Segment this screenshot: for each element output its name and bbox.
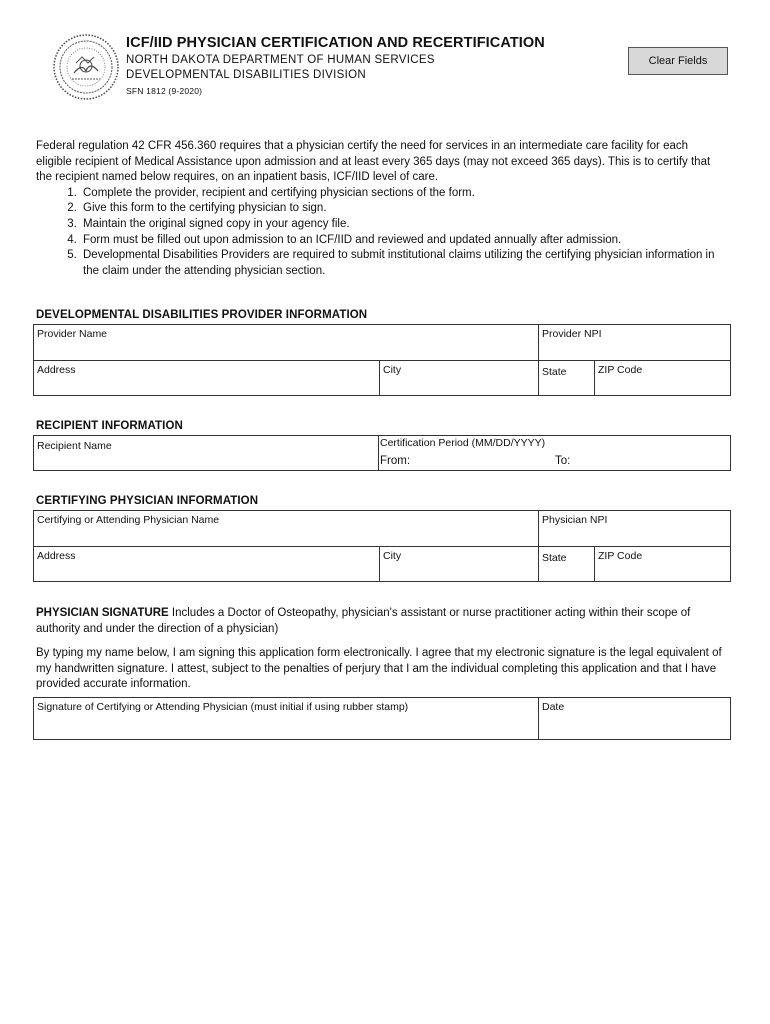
recipient-name-field[interactable] [34, 436, 379, 471]
recipient-table [33, 435, 731, 471]
state-seal-icon [52, 33, 120, 101]
provider-city-field[interactable] [380, 361, 539, 396]
to-date-input[interactable] [577, 453, 721, 469]
physician-table [33, 510, 731, 582]
signature-label: Signature of Certifying or Attending Physician (must initial if using rubber stamp) [37, 701, 409, 713]
provider-zip-field[interactable] [595, 361, 731, 396]
clear-fields-button[interactable]: Clear Fields [628, 47, 728, 75]
from-date-input[interactable] [417, 453, 551, 469]
provider-npi-label: Provider NPI [542, 328, 602, 340]
certification-period-label: Certification Period (MM/DD/YYYY) [380, 437, 546, 449]
provider-city-input[interactable] [383, 377, 535, 393]
provider-zip-label: ZIP Code [598, 364, 643, 376]
recipient-section-heading: RECIPIENT INFORMATION [36, 420, 183, 432]
signature-field[interactable] [34, 698, 539, 740]
from-label: From: [380, 455, 411, 467]
physician-address-label: Address [37, 550, 76, 562]
provider-npi-field[interactable] [539, 325, 731, 361]
provider-npi-input[interactable] [542, 342, 727, 358]
signature-section-heading: PHYSICIAN SIGNATURE [36, 607, 169, 619]
provider-name-label: Provider Name [37, 328, 108, 340]
recipient-name-label: Recipient Name [37, 440, 112, 452]
provider-state-field[interactable] [539, 361, 595, 396]
date-input[interactable] [542, 721, 727, 737]
physician-npi-label: Physician NPI [542, 514, 608, 526]
physician-section-heading: CERTIFYING PHYSICIAN INFORMATION [36, 495, 259, 507]
provider-zip-input[interactable] [598, 377, 727, 393]
physician-city-label: City [383, 550, 402, 562]
to-label: To: [555, 455, 571, 467]
physician-state-input[interactable] [542, 563, 591, 579]
physician-zip-field[interactable] [595, 547, 731, 582]
provider-city-label: City [383, 364, 402, 376]
provider-name-field[interactable] [34, 325, 539, 361]
physician-address-field[interactable] [34, 547, 380, 582]
physician-state-field[interactable] [539, 547, 595, 582]
instruction-item: 4. Form must be filled out upon admission to an ICF/IID and reviewed and updated annually after admission. [80, 233, 726, 249]
instruction-item: 3. Maintain the original signed copy in your agency file. [80, 217, 726, 233]
provider-table [33, 324, 731, 396]
attestation-text: By typing my name below, I am signing this application form electronically. I agree that my electronic signature is the legal equivalent of my handwritten signature. I attest, subject to the penalties of perjury that I am the individual completing this application and that I have provided accurate information. [36, 647, 722, 691]
signature-table [33, 697, 731, 740]
physician-zip-label: ZIP Code [598, 550, 643, 562]
recipient-name-input[interactable] [37, 452, 375, 468]
instruction-item: 5. Developmental Disabilities Providers are required to submit institutional claims utilizing the certifying physician information in the claim under the attending physician section. [80, 248, 726, 279]
signature-input[interactable] [37, 721, 535, 737]
physician-city-field[interactable] [380, 547, 539, 582]
physician-name-input[interactable] [37, 528, 535, 544]
physician-address-input[interactable] [37, 563, 376, 579]
provider-section-heading: DEVELOPMENTAL DISABILITIES PROVIDER INFORMATION [36, 309, 368, 321]
date-label: Date [542, 701, 565, 713]
instruction-list [36, 186, 726, 280]
provider-state-label: State [542, 366, 567, 378]
physician-city-input[interactable] [383, 563, 535, 579]
physician-state-label: State [542, 552, 567, 564]
provider-state-input[interactable] [542, 377, 591, 393]
instructions [36, 139, 726, 279]
date-field[interactable] [539, 698, 731, 740]
intro-paragraph: Federal regulation 42 CFR 456.360 requires that a physician certify the need for services in an intermediate care facility for each eligible recipient of Medical Assistance upon admission and at least every 365 days (may not exceed 365 days). This is to certify that the recipient named below requires, on an inpatient basis, ICF/IID level of care. [36, 140, 711, 184]
certification-period-field [379, 436, 731, 471]
physician-zip-input[interactable] [598, 563, 727, 579]
form-title: ICF/IID PHYSICIAN CERTIFICATION AND RECERTIFICATION [126, 35, 545, 51]
signature-description [36, 606, 726, 637]
physician-npi-field[interactable] [539, 511, 731, 547]
division-name: DEVELOPMENTAL DISABILITIES DIVISION [126, 69, 366, 81]
provider-address-field[interactable] [34, 361, 380, 396]
instruction-item: 2. Give this form to the certifying physician to sign. [80, 201, 726, 217]
department-name: NORTH DAKOTA DEPARTMENT OF HUMAN SERVICES [126, 54, 435, 66]
physician-name-label: Certifying or Attending Physician Name [37, 514, 220, 526]
form-number: SFN 1812 (9-2020) [126, 86, 203, 96]
physician-name-field[interactable] [34, 511, 539, 547]
provider-name-input[interactable] [37, 342, 535, 358]
instruction-item: 1. Complete the provider, recipient and certifying physician sections of the form. [80, 186, 726, 202]
provider-address-input[interactable] [37, 377, 376, 393]
provider-address-label: Address [37, 364, 76, 376]
signature-description-text: Includes a Doctor of Osteopathy, physician's assistant or nurse practitioner acting within their scope of authority and under the direction of a physician) [36, 607, 691, 635]
physician-npi-input[interactable] [542, 528, 727, 544]
